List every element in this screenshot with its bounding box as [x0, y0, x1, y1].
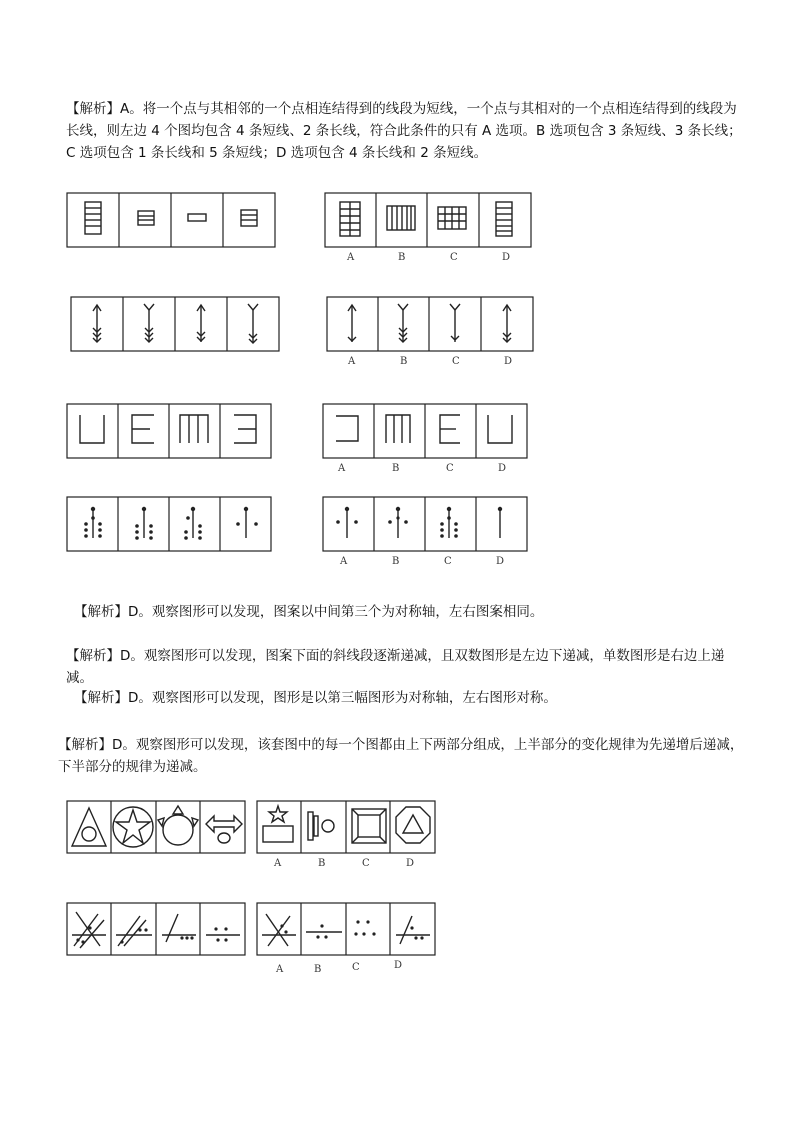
figure-2-question — [70, 296, 280, 352]
option-label-b: B — [392, 556, 400, 567]
option-label-d: D — [394, 960, 403, 971]
option-label-a: A — [340, 556, 348, 567]
figure-3-options — [322, 403, 528, 475]
analysis-paragraph-3: 【解析】D。观察图形可以发现，图案下面的斜线段逐渐递减，且双数图形是左边下递减，单数图形是右边上递减。 — [66, 648, 725, 686]
figure-5-question — [66, 800, 246, 854]
option-label-a: A — [348, 356, 356, 367]
figure-3-question — [66, 403, 272, 459]
option-label-b: B — [392, 463, 400, 474]
option-label-c: C — [362, 858, 370, 869]
analysis-paragraph-5: 【解析】D。观察图形可以发现，该套图中的每一个图都由上下两部分组成，上半部分的变化规律为先递增后递减，下半部分的规律为递减。 — [58, 737, 744, 775]
option-label-b: B — [318, 858, 326, 869]
figure-1-options — [324, 192, 532, 264]
option-label-a: A — [338, 463, 346, 474]
option-label-a: A — [347, 252, 355, 263]
figure-2-options — [326, 296, 534, 368]
analysis-paragraph-1: 【解析】A。将一个点与其相邻的一个点相连结得到的线段为短线，一个点与其相对的一个点相连结得到的线段为长线，则左边 4 个图均包含 4 条短线、2 条长线，符合此条件的只有 A 选项。B 选项包含 3 条短线、3 条长线；C 选项包含 1 条长线和 5 条短线；D 选项包含 4 条长线和 2 条短线。 — [66, 101, 742, 161]
option-label-c: C — [446, 463, 454, 474]
figure-4-options — [322, 496, 528, 568]
figure-6-options — [256, 902, 436, 974]
option-label-d: D — [498, 463, 507, 474]
option-label-c: C — [352, 962, 360, 973]
figure-5-options — [256, 800, 436, 870]
option-label-a: A — [274, 858, 282, 869]
figure-6-question — [66, 902, 246, 956]
analysis-paragraph-4: 【解析】D。观察图形可以发现，图形是以第三幅图形为对称轴，左右图形对称。 — [74, 690, 557, 706]
option-label-b: B — [398, 252, 406, 263]
option-label-c: C — [452, 356, 460, 367]
option-label-a: A — [276, 964, 284, 975]
option-label-b: B — [400, 356, 408, 367]
option-label-b: B — [314, 964, 322, 975]
option-label-c: C — [444, 556, 452, 567]
option-label-d: D — [502, 252, 511, 263]
figure-4-question — [66, 496, 272, 552]
option-label-d: D — [504, 356, 513, 367]
option-label-d: D — [406, 858, 415, 869]
option-label-d: D — [496, 556, 505, 567]
analysis-paragraph-2: 【解析】D。观察图形可以发现，图案以中间第三个为对称轴，左右图案相同。 — [74, 604, 544, 620]
figure-1-question — [66, 192, 276, 248]
option-label-c: C — [450, 252, 458, 263]
